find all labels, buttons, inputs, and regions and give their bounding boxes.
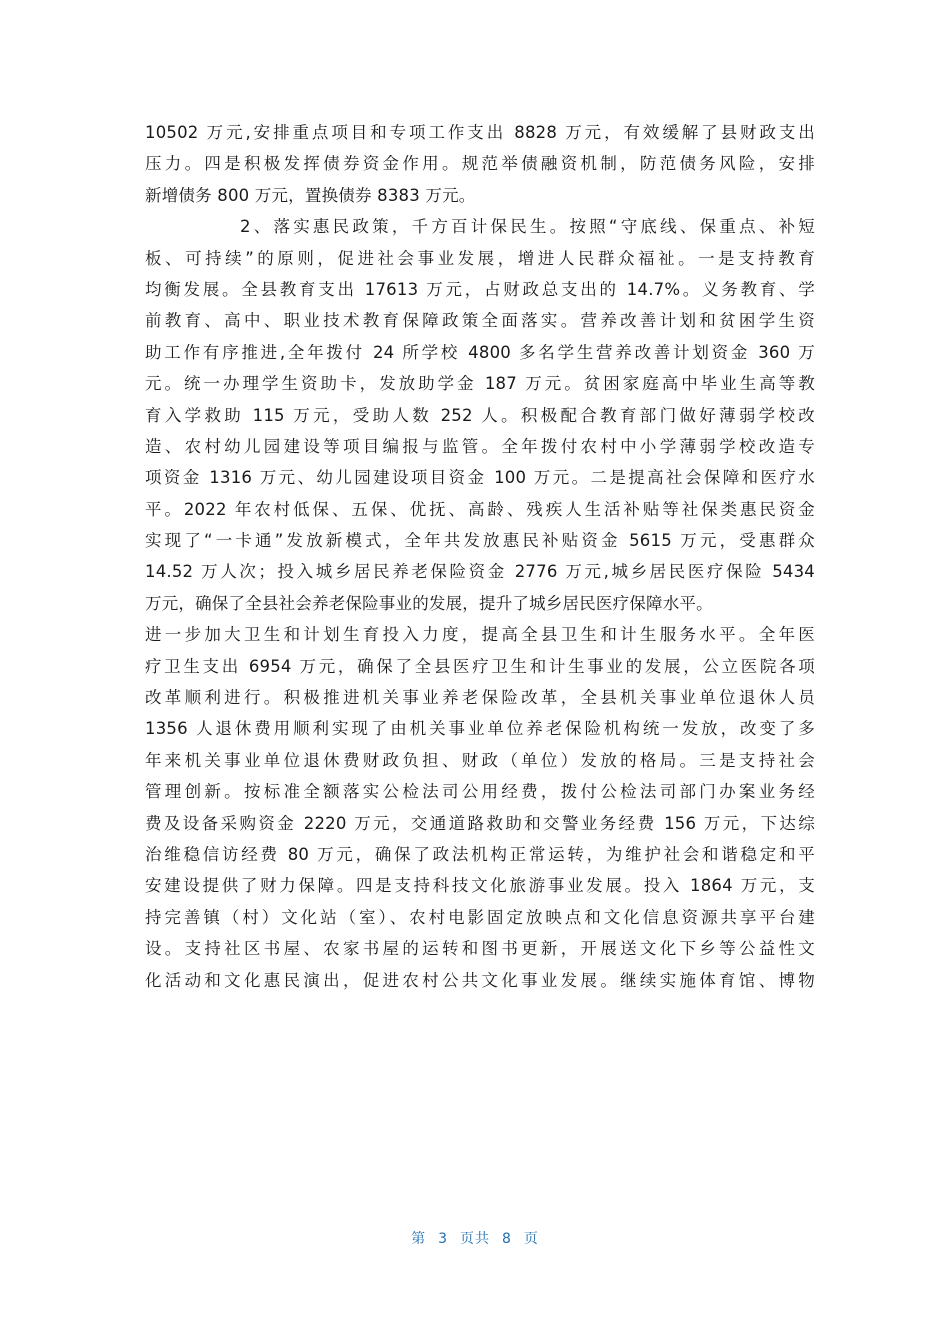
text-line: 板、可持续”的原则，促进社会事业发展，增进人民群众福祉。一是支持教育 bbox=[145, 248, 815, 268]
text-line: 进一步加大卫生和计划生育投入力度，提高全县卫生和计生服务水平。全年医 bbox=[145, 625, 815, 645]
text-line: 管理创新。按标准全额落实公检法司公用经费，拨付公检法司部门办案业务经 bbox=[145, 782, 815, 802]
text-line bbox=[145, 996, 815, 1027]
text-line: 2、落实惠民政策，千方百计保民生。按照“守底线、保重点、补短 bbox=[240, 217, 815, 237]
text-line: 费及设备采购资金 2220 万元，交通道路救助和交警业务经费 156 万元，下达综 bbox=[145, 813, 815, 833]
text-line: 前教育、高中、职业技术教育保障政策全面落实。营养改善计划和贫困学生资 bbox=[145, 311, 815, 331]
text-line: 均衡发展。全县教育支出 17613 万元，占财政总支出的 14.7%。义务教育、学 bbox=[145, 279, 815, 299]
text-line: 持完善镇（村）文化站（室）、农村电影固定放映点和文化信息资源共享平台建 bbox=[145, 907, 815, 927]
document-body bbox=[145, 117, 815, 1027]
text-line: 设。支持社区书屋、农家书屋的运转和图书更新，开展送文化下乡等公益性文 bbox=[145, 939, 815, 959]
text-line: 新增债务 800 万元，置换债券 8383 万元。 bbox=[145, 185, 476, 205]
text-line: 14.52 万人次；投入城乡居民养老保险资金 2776 万元,城乡居民医疗保险 5434 bbox=[145, 562, 815, 582]
footer-middle: 页共 bbox=[460, 1231, 490, 1247]
text-line: 安建设提供了财力保障。四是支持科技文化旅游事业发展。投入 1864 万元，支 bbox=[145, 876, 815, 896]
text-line: 造、农村幼儿园建设等项目编报与监管。全年拨付农村中小学薄弱学校改造专 bbox=[145, 436, 815, 456]
text-line: 万元，确保了全县社会养老保险事业的发展，提升了城乡居民医疗保障水平。 bbox=[145, 593, 713, 613]
text-line: 元。统一办理学生资助卡，发放助学金 187 万元。贫困家庭高中毕业生高等教 bbox=[145, 374, 815, 394]
current-page-number: 3 bbox=[438, 1231, 448, 1247]
text-line: 平。2022 年农村低保、五保、优抚、高龄、残疾人生活补贴等社保类惠民资金 bbox=[145, 499, 815, 519]
text-line: 10502 万元,安排重点项目和专项工作支出 8828 万元，有效缓解了县财政支出 bbox=[145, 123, 815, 142]
text-line: 1356 人退休费用顺利实现了由机关事业单位养老保险机构统一发放，改变了多 bbox=[145, 719, 815, 739]
text-line: 化活动和文化惠民演出，促进农村公共文化事业发展。继续实施体育馆、博物 bbox=[145, 970, 815, 990]
text-line: 育入学救助 115 万元，受助人数 252 人。积极配合教育部门做好薄弱学校改 bbox=[145, 405, 815, 425]
footer-prefix: 第 bbox=[411, 1231, 427, 1247]
text-line: 年来机关事业单位退休费财政负担、财政（单位）发放的格局。三是支持社会 bbox=[145, 750, 815, 770]
page-footer bbox=[0, 1228, 950, 1248]
footer-suffix: 页 bbox=[523, 1231, 539, 1247]
text-line: 改革顺利进行。积极推进机关事业养老保险改革，全县机关事业单位退休人员 bbox=[145, 688, 815, 708]
text-line: 疗卫生支出 6954 万元，确保了全县医疗卫生和计生事业的发展，公立医院各项 bbox=[145, 656, 815, 676]
text-line: 治维稳信访经费 80 万元，确保了政法机构正常运转，为维护社会和谐稳定和平 bbox=[145, 844, 815, 864]
text-line: 助工作有序推进,全年拨付 24 所学校 4800 多名学生营养改善计划资金 360 万 bbox=[145, 342, 815, 362]
total-pages-number: 8 bbox=[502, 1231, 512, 1247]
text-line: 项资金 1316 万元、幼儿园建设项目资金 100 万元。二是提高社会保障和医疗水 bbox=[145, 468, 815, 488]
text-line: 压力。四是积极发挥债券资金作用。规范举债融资机制，防范债务风险，安排 bbox=[145, 154, 815, 174]
text-line: 实现了“一卡通”发放新模式，全年共发放惠民补贴资金 5615 万元，受惠群众 bbox=[145, 531, 815, 551]
